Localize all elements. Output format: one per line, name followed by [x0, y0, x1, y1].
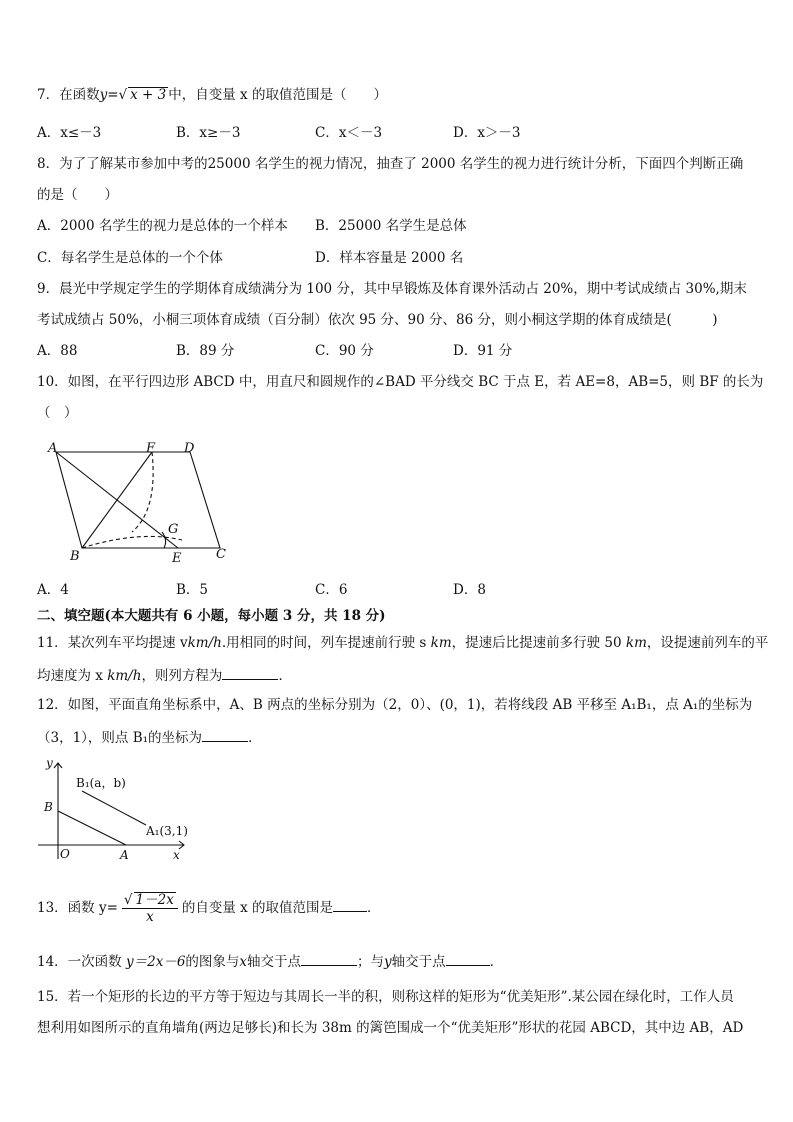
- q11-text-e: 均速度为 x: [37, 668, 108, 684]
- question-7: [37, 86, 387, 104]
- q10-option-c: C．6: [315, 582, 348, 598]
- q11-text-b: .用相同的时间，列车提速前行驶 s: [221, 635, 431, 651]
- q11-text-f: ，则列方程为: [141, 668, 223, 684]
- label-a1: A₁(3,1): [146, 824, 188, 838]
- q14-answer-blank-1[interactable]: [301, 951, 357, 966]
- q11-answer-blank[interactable]: [222, 665, 278, 680]
- q13-end: ．: [367, 900, 381, 916]
- parallelogram-figure: [40, 440, 240, 570]
- question-14: [37, 951, 503, 971]
- label-g: G: [168, 522, 179, 537]
- q7-prefix: 7．在函数: [37, 87, 100, 103]
- q15-line1: 15．若一个矩形的长边的平方等于短边与其周长一半的积，则称这样的矩形为“优美矩形”.某公园在绿化时，工作人员: [37, 989, 734, 1005]
- q10-option-b: B．5: [176, 582, 209, 598]
- parallelogram-abcd: [56, 452, 220, 548]
- label-d: D: [184, 441, 195, 456]
- q11-line2: [37, 665, 292, 685]
- q11-unit-kmh: km/h: [187, 635, 222, 651]
- q10-option-d: D．8: [453, 582, 486, 598]
- q14-formula: y＝2x－6: [125, 954, 186, 970]
- q12-answer-blank[interactable]: [202, 727, 248, 742]
- q9-option-a: A．88: [37, 343, 78, 359]
- q8-option-c: C．每名学生是总体的一个个体: [37, 250, 223, 266]
- label-c: C: [216, 547, 226, 562]
- label-b1: B₁(a，b): [76, 776, 126, 790]
- q11-text-a: 11．某次列车平均提速 v: [37, 635, 188, 651]
- q14-text-2: 轴交于点: [247, 954, 302, 970]
- q13-suffix: 的自变量 x 的取值范围是: [181, 900, 334, 916]
- q11-end: ．: [278, 668, 292, 684]
- q9-line1: 9．晨光中学规定学生的学期体育成绩满分为 100 分，其中早锻炼及体育课外活动占 20%，期中考试成绩占 30%,期末: [37, 281, 747, 297]
- arc-g: [162, 532, 166, 548]
- q7-option-b: B．x≥－3: [176, 125, 241, 141]
- label-y: y: [46, 756, 53, 770]
- q14-text-4: 轴交于点: [391, 954, 446, 970]
- label-o: O: [60, 847, 70, 861]
- label-e: E: [172, 551, 182, 566]
- q11-unit-km-2: km: [625, 635, 647, 651]
- q13-fraction: [122, 892, 178, 925]
- q9-option-d: D．91 分: [453, 343, 513, 359]
- q8-option-d: D．样本容量是 2000 名: [315, 250, 464, 266]
- q9-option-c: C．90 分: [315, 343, 374, 359]
- q12-line1: 12．如图，平面直角坐标系中，A、B 两点的坐标分别为（2，0）、(0，1)，若将线段 AB 平移至 A₁B₁，点 A₁的坐标为: [37, 697, 753, 713]
- q14-answer-blank-2[interactable]: [446, 951, 490, 966]
- q7-suffix: 中，自变量 x 的取值范围是（ ）: [168, 87, 387, 103]
- q14-prefix: 14．一次函数: [37, 954, 126, 970]
- q7-option-d: D．x＞－3: [453, 125, 521, 141]
- q8-option-a: A．2000 名学生的视力是总体的一个样本: [37, 218, 288, 234]
- q8-line2: 的是（ ）: [37, 187, 118, 203]
- q10-line2: （ ）: [37, 405, 78, 421]
- label-b: B: [70, 549, 80, 564]
- segment-a1b1: [82, 791, 146, 825]
- q13-numerator: √ 1－2x: [122, 892, 178, 909]
- q9-option-b: B．89 分: [176, 343, 235, 359]
- q15-line2: 想利用如图所示的直角墙角(两边足够长)和长为 38m 的篱笆围成一个“优美矩形”形状的花园 ABCD，其中边 AB，AD: [37, 1020, 744, 1036]
- q8-option-b: B．25000 名学生是总体: [315, 218, 467, 234]
- sqrt-symbol: √: [118, 87, 128, 103]
- arc-be: [82, 536, 182, 548]
- q13-prefix: 13．函数 y=: [37, 900, 118, 916]
- q11-text-c: ，提速后比提速前多行驶 50: [451, 635, 626, 651]
- q7-option-c: C．x＜－3: [315, 125, 383, 141]
- q12-end: ．: [248, 730, 262, 746]
- q10-option-a: A．4: [37, 582, 69, 598]
- q8-line1: 8．为了了解某市参加中考的25000 名学生的视力情况，抽查了 2000 名学生的视力进行统计分析，下面四个判断正确: [37, 156, 744, 172]
- segment-ab: [58, 811, 126, 845]
- label-a: A: [48, 441, 58, 456]
- q12-text: （3，1），则点 B₁的坐标为: [37, 730, 203, 746]
- q14-end: ．: [489, 954, 504, 970]
- section-2-title: 二、填空题(本大题共有 6 小题，每小题 3 分，共 18 分): [37, 608, 386, 624]
- q12-line2: [37, 727, 262, 747]
- q10-line1: 10．如图，在平行四边形 ABCD 中，用直尺和圆规作的∠BAD 平分线交 BC 于点 E，若 AE=8，AB=5，则 BF 的长为: [37, 374, 764, 390]
- q11-unit-km: km: [430, 635, 452, 651]
- coordinate-figure: [36, 755, 196, 865]
- q13-answer-blank[interactable]: [333, 897, 367, 912]
- q11-unit-kmh-2: km/h: [107, 668, 142, 684]
- q7-radicand: x + 3: [130, 87, 167, 103]
- q14-text-1: 的图象与: [185, 954, 240, 970]
- q11-text-d: ，设提速前列车的平: [646, 635, 769, 651]
- q7-option-a: A．x≤－3: [37, 125, 102, 141]
- q14-text-3: ；与: [357, 954, 385, 970]
- q13-denominator: x: [146, 909, 154, 925]
- label-b-point: B: [44, 800, 53, 814]
- q9-line2: 考试成绩占 50%，小桐三项体育成绩（百分制）依次 95 分、90 分、86 分，则小桐这学期的体育成绩是( ): [37, 312, 718, 328]
- segment-bf: [82, 452, 152, 548]
- label-a-point: A: [120, 848, 129, 862]
- q7-func-lhs: y=: [99, 87, 119, 103]
- question-13: [37, 890, 381, 926]
- q14-var-y: y: [384, 954, 392, 970]
- q11-line1: [37, 634, 768, 652]
- q13-radicand: 1－2x: [135, 892, 174, 908]
- label-x: x: [173, 848, 180, 862]
- q14-var-x: x: [239, 954, 248, 970]
- label-f: F: [146, 441, 156, 456]
